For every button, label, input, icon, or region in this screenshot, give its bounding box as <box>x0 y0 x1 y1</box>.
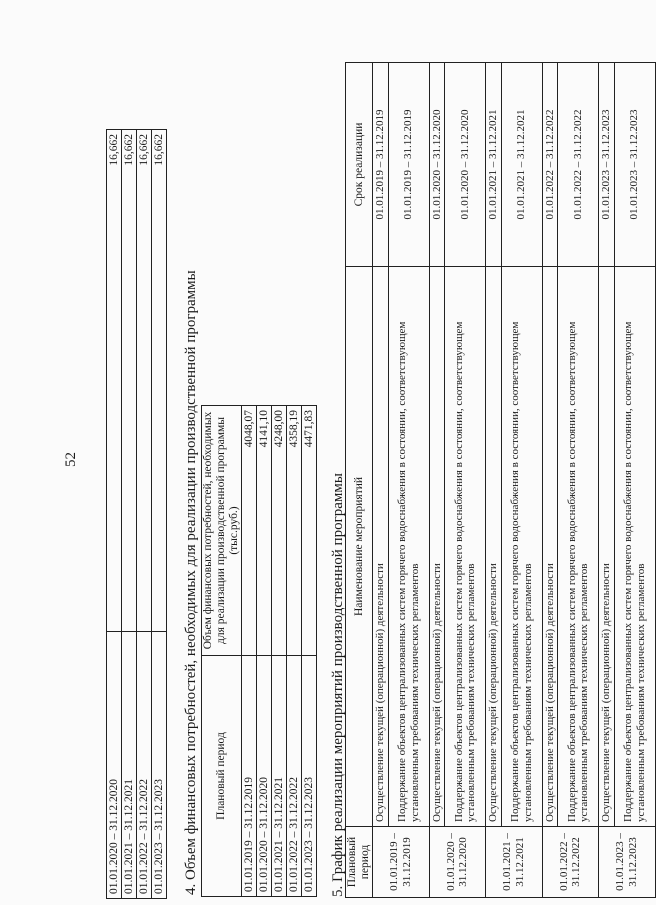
table-row <box>122 130 137 899</box>
value-cell: 16,662 <box>122 130 137 632</box>
period-cell: 01.01.2022 – 31.12.2022 <box>542 827 599 898</box>
table-row <box>107 130 122 899</box>
table-row <box>152 130 167 899</box>
activity-cell: Поддержание объектов централизованных систем горячего водоснабжения в состоянии, соответствующем установленным требованиям технических регламентов <box>558 267 599 827</box>
period-cell: 01.01.2023 – 31.12.2023 <box>302 656 317 897</box>
activity-cell: Осуществление текущей (операционной) деятельности <box>429 267 445 827</box>
period-cell: 01.01.2021 – 31.12.2021 <box>122 632 137 899</box>
value-cell: 16,662 <box>152 130 167 632</box>
deadline-cell: 01.01.2022 – 31.12.2022 <box>542 63 558 267</box>
period-cell: 01.01.2021 – 31.12.2021 <box>272 656 287 897</box>
period-cell: 01.01.2019 – 31.12.2019 <box>242 656 257 897</box>
column-header-name: Наименование мероприятий <box>346 267 373 827</box>
activity-cell: Поддержание объектов централизованных систем горячего водоснабжения в состоянии, соответствующем установленным требованиям технических регламентов <box>445 267 486 827</box>
period-cell: 01.01.2023 – 31.12.2023 <box>599 827 656 898</box>
activity-cell: Поддержание объектов централизованных систем горячего водоснабжения в состоянии, соответствующем установленным требованиям технических регламентов <box>388 267 429 827</box>
table-row <box>486 63 502 898</box>
column-header-period: Плановый период <box>346 827 373 898</box>
table-header-row <box>202 406 242 897</box>
table-row <box>272 406 287 897</box>
deadline-cell: 01.01.2023 – 31.12.2023 <box>599 63 615 267</box>
page-number: 52 <box>63 452 79 467</box>
table-row <box>257 406 272 897</box>
column-header-deadline: Срок реализации <box>346 63 373 267</box>
table-header-row <box>346 63 373 898</box>
deadline-cell: 01.01.2019 – 31.12.2019 <box>373 63 389 267</box>
period-cell: 01.01.2022 – 31.12.2022 <box>287 656 302 897</box>
section-4-heading: 4. Объем финансовых потребностей, необходимых для реализации производственной программы <box>183 270 199 895</box>
value-cell: 16,662 <box>107 130 122 632</box>
table-row <box>501 63 542 898</box>
period-cell: 01.01.2019 – 31.12.2019 <box>373 827 430 898</box>
activity-cell: Поддержание объектов централизованных систем горячего водоснабжения в состоянии, соответствующем установленным требованиям технических регламентов <box>614 267 655 827</box>
activity-cell: Поддержание объектов централизованных систем горячего водоснабжения в состоянии, соответствующем установленным требованиям технических регламентов <box>501 267 542 827</box>
schedule-table <box>345 62 656 898</box>
table-row <box>302 406 317 897</box>
top-table <box>106 129 167 899</box>
period-cell: 01.01.2020 – 31.12.2020 <box>257 656 272 897</box>
period-cell: 01.01.2023 – 31.12.2023 <box>152 632 167 899</box>
period-cell: 01.01.2020 – 31.12.2020 <box>429 827 486 898</box>
table-row <box>542 63 558 898</box>
period-cell: 01.01.2022 – 31.12.2022 <box>137 632 152 899</box>
deadline-cell: 01.01.2021 – 31.12.2021 <box>501 63 542 267</box>
deadline-cell: 01.01.2020 – 31.12.2020 <box>445 63 486 267</box>
column-header-volume: Объем финансовых потребностей, необходимых для реализации производственной программы (тыс.руб.) <box>202 406 242 656</box>
activity-cell: Осуществление текущей (операционной) деятельности <box>486 267 502 827</box>
value-cell: 4048,07 <box>242 406 257 656</box>
value-cell: 4471,83 <box>302 406 317 656</box>
table-row <box>242 406 257 897</box>
deadline-cell: 01.01.2019 – 31.12.2019 <box>388 63 429 267</box>
deadline-cell: 01.01.2021 – 31.12.2021 <box>486 63 502 267</box>
value-cell: 4358,19 <box>287 406 302 656</box>
table-row <box>599 63 615 898</box>
table-row <box>287 406 302 897</box>
table-row <box>388 63 429 898</box>
column-header-period: Плановый период <box>202 656 242 897</box>
table-row <box>137 130 152 899</box>
table-row <box>614 63 655 898</box>
activity-cell: Осуществление текущей (операционной) деятельности <box>373 267 389 827</box>
deadline-cell: 01.01.2020 – 31.12.2020 <box>429 63 445 267</box>
period-cell: 01.01.2020 – 31.12.2020 <box>107 632 122 899</box>
value-cell: 16,662 <box>137 130 152 632</box>
deadline-cell: 01.01.2022 – 31.12.2022 <box>558 63 599 267</box>
deadline-cell: 01.01.2023 – 31.12.2023 <box>614 63 655 267</box>
value-cell: 4141,10 <box>257 406 272 656</box>
table-row <box>429 63 445 898</box>
table-row <box>445 63 486 898</box>
activity-cell: Осуществление текущей (операционной) деятельности <box>542 267 558 827</box>
table-row <box>558 63 599 898</box>
period-cell: 01.01.2021 – 31.12.2021 <box>486 827 543 898</box>
table-row <box>373 63 389 898</box>
value-cell: 4248,00 <box>272 406 287 656</box>
financial-needs-table <box>201 405 317 897</box>
section-5-heading: 5. График реализации мероприятий производственной программы <box>330 473 346 897</box>
activity-cell: Осуществление текущей (операционной) деятельности <box>599 267 615 827</box>
